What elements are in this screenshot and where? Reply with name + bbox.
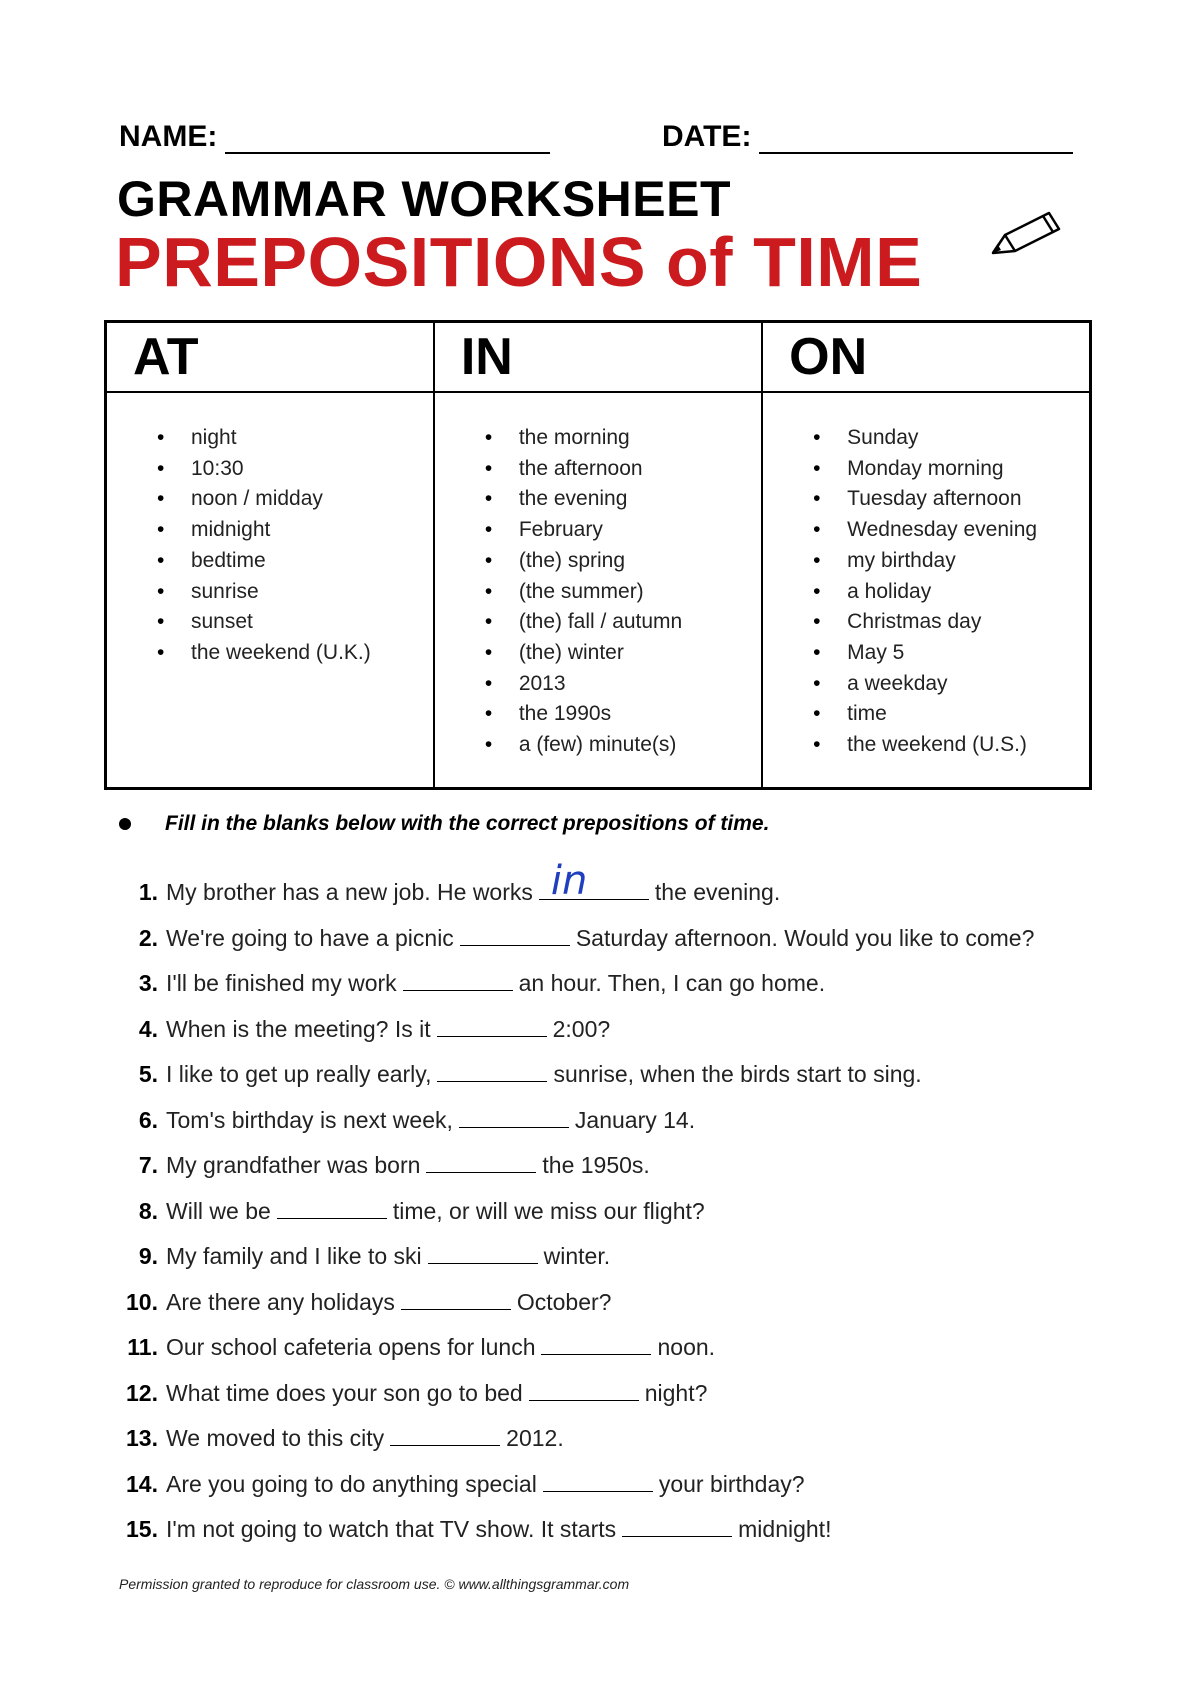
- question-item: [108, 1145, 1108, 1191]
- question-item: [108, 858, 1108, 918]
- column-heading-at: AT: [106, 322, 434, 393]
- preposition-item: • a (few) minute(s): [435, 730, 761, 761]
- preposition-item: • midnight: [107, 515, 433, 546]
- question-number: 8.: [138, 1197, 158, 1224]
- preposition-item: • (the) spring: [435, 546, 761, 577]
- question-text-before: My brother has a new job. He works: [166, 879, 533, 905]
- instruction: [119, 812, 769, 836]
- question-number: 2.: [138, 924, 158, 951]
- question-text-after: sunrise, when the birds start to sing.: [553, 1061, 922, 1087]
- preposition-item: • the evening: [435, 484, 761, 515]
- answer-blank[interactable]: [541, 1334, 651, 1355]
- preposition-item: • my birthday: [763, 546, 1089, 577]
- preposition-item: • May 5: [763, 638, 1089, 669]
- answer-blank[interactable]: [437, 1016, 547, 1037]
- question-text-after: winter.: [543, 1243, 611, 1269]
- worksheet-subtitle: PREPOSITIONS of TIME: [115, 223, 923, 301]
- question-text-before: Are you going to do anything special: [166, 1470, 537, 1497]
- preposition-item: • bedtime: [107, 546, 433, 577]
- preposition-item: • (the) winter: [435, 638, 761, 669]
- footer-permission: Permission granted to reproduce for classroom use. © www.allthingsgrammar.com: [119, 1576, 630, 1592]
- question-text-before: My grandfather was born: [166, 1152, 421, 1178]
- question-item: [108, 1464, 1108, 1510]
- date-field: [662, 120, 1073, 154]
- question-item: [108, 1418, 1108, 1464]
- question-number: 15.: [126, 1516, 158, 1542]
- preposition-item: • the weekend (U.S.): [763, 730, 1089, 761]
- handwritten-answer: in: [550, 858, 588, 904]
- preposition-item: • February: [435, 515, 761, 546]
- question-number: 13.: [126, 1425, 158, 1451]
- name-field: [119, 120, 550, 154]
- instruction-text: Fill in the blanks below with the correct prepositions of time.: [165, 812, 770, 835]
- answer-blank[interactable]: [543, 1471, 653, 1492]
- header-fields: [119, 120, 1081, 160]
- preposition-item: • Christmas day: [763, 607, 1089, 638]
- question-number: 3.: [138, 970, 158, 996]
- question-text-after: night?: [644, 1379, 708, 1406]
- question-item: [108, 963, 1108, 1009]
- question-text-before: I'm not going to watch that TV show. It starts: [166, 1516, 617, 1542]
- preposition-item: • night: [107, 423, 433, 454]
- question-number: 6.: [138, 1106, 158, 1133]
- question-item: [108, 1191, 1108, 1237]
- question-text-before: Our school cafeteria opens for lunch: [166, 1334, 536, 1360]
- question-number: 4.: [138, 1015, 158, 1042]
- question-number: 11.: [127, 1334, 158, 1360]
- column-at: [106, 392, 434, 789]
- name-blank-line[interactable]: [225, 124, 550, 154]
- question-number: 9.: [138, 1243, 158, 1269]
- preposition-item: • the weekend (U.K.): [107, 638, 433, 669]
- answer-blank[interactable]: [428, 1243, 538, 1264]
- question-item: [108, 1009, 1108, 1055]
- preposition-item: • the morning: [435, 423, 761, 454]
- question-text-after: Saturday afternoon. Would you like to come?: [575, 924, 1035, 951]
- preposition-item: • sunrise: [107, 577, 433, 608]
- prepositions-table: [104, 320, 1092, 790]
- name-label: NAME:: [119, 120, 218, 153]
- answer-blank[interactable]: [539, 858, 649, 904]
- question-text-before: We moved to this city: [166, 1425, 385, 1451]
- column-on: [762, 392, 1090, 789]
- preposition-item: • 10:30: [107, 454, 433, 485]
- answer-blank[interactable]: [390, 1425, 500, 1446]
- in-list: [435, 393, 761, 761]
- preposition-item: • (the summer): [435, 577, 761, 608]
- on-list: [763, 393, 1089, 761]
- date-blank-line[interactable]: [759, 124, 1073, 154]
- preposition-item: • the 1990s: [435, 699, 761, 730]
- question-text-after: January 14.: [574, 1106, 696, 1133]
- answer-blank[interactable]: [437, 1061, 547, 1082]
- preposition-item: • time: [763, 699, 1089, 730]
- question-text-before: Will we be: [166, 1197, 271, 1224]
- questions-list: [108, 858, 1108, 1555]
- question-text-after: your birthday?: [658, 1470, 805, 1497]
- preposition-item: • Monday morning: [763, 454, 1089, 485]
- at-list: [107, 393, 433, 669]
- question-text-after: midnight!: [738, 1516, 832, 1542]
- question-number: 7.: [138, 1152, 158, 1178]
- question-text-before: I'll be finished my work: [166, 970, 397, 996]
- question-text-after: 2012.: [506, 1425, 564, 1451]
- preposition-item: • noon / midday: [107, 484, 433, 515]
- column-in: [434, 392, 762, 789]
- question-item: [108, 1509, 1108, 1555]
- answer-blank[interactable]: [426, 1152, 536, 1173]
- question-text-after: an hour. Then, I can go home.: [518, 970, 826, 996]
- answer-blank[interactable]: [401, 1289, 511, 1310]
- date-label: DATE:: [662, 120, 752, 153]
- question-text-before: We're going to have a picnic: [166, 924, 454, 951]
- answer-blank[interactable]: [403, 970, 513, 991]
- question-item: [108, 1327, 1108, 1373]
- question-text-before: My family and I like to ski: [166, 1243, 422, 1269]
- question-number: 14.: [126, 1470, 158, 1497]
- preposition-item: • sunset: [107, 607, 433, 638]
- question-text-after: October?: [516, 1288, 612, 1315]
- preposition-item: • (the) fall / autumn: [435, 607, 761, 638]
- preposition-item: • Tuesday afternoon: [763, 484, 1089, 515]
- question-text-after: 2:00?: [552, 1015, 611, 1042]
- question-text-after: noon.: [657, 1334, 716, 1360]
- pencil-icon: [985, 205, 1065, 265]
- preposition-item: • a holiday: [763, 577, 1089, 608]
- question-number: 10.: [126, 1288, 158, 1315]
- question-number: 1.: [138, 879, 158, 905]
- column-heading-in: IN: [434, 322, 762, 393]
- question-item: [108, 1282, 1108, 1328]
- question-item: [108, 1236, 1108, 1282]
- question-item: [108, 918, 1108, 964]
- question-text-before: Tom's birthday is next week,: [166, 1106, 453, 1133]
- question-text-after: the evening.: [654, 879, 781, 905]
- answer-blank[interactable]: [277, 1198, 387, 1219]
- question-number: 5.: [138, 1061, 158, 1087]
- question-text-before: I like to get up really early,: [166, 1061, 432, 1087]
- question-number: 12.: [126, 1379, 158, 1406]
- answer-blank[interactable]: [622, 1516, 732, 1537]
- preposition-item: • the afternoon: [435, 454, 761, 485]
- column-heading-on: ON: [762, 322, 1090, 393]
- preposition-item: • Sunday: [763, 423, 1089, 454]
- preposition-item: • Wednesday evening: [763, 515, 1089, 546]
- question-text-before: Are there any holidays: [166, 1288, 395, 1315]
- question-text-before: What time does your son go to bed: [166, 1379, 523, 1406]
- worksheet-title: GRAMMAR WORKSHEET: [117, 171, 732, 227]
- question-item: [108, 1054, 1108, 1100]
- preposition-item: • a weekday: [763, 669, 1089, 700]
- question-text-after: time, or will we miss our flight?: [392, 1197, 705, 1224]
- answer-blank[interactable]: [459, 1107, 569, 1128]
- answer-blank[interactable]: [460, 925, 570, 946]
- answer-blank[interactable]: [529, 1380, 639, 1401]
- question-item: [108, 1100, 1108, 1146]
- question-text-before: When is the meeting? Is it: [166, 1015, 431, 1042]
- question-text-after: the 1950s.: [542, 1152, 650, 1178]
- bullet-icon: [119, 818, 131, 830]
- question-item: [108, 1373, 1108, 1419]
- preposition-item: • 2013: [435, 669, 761, 700]
